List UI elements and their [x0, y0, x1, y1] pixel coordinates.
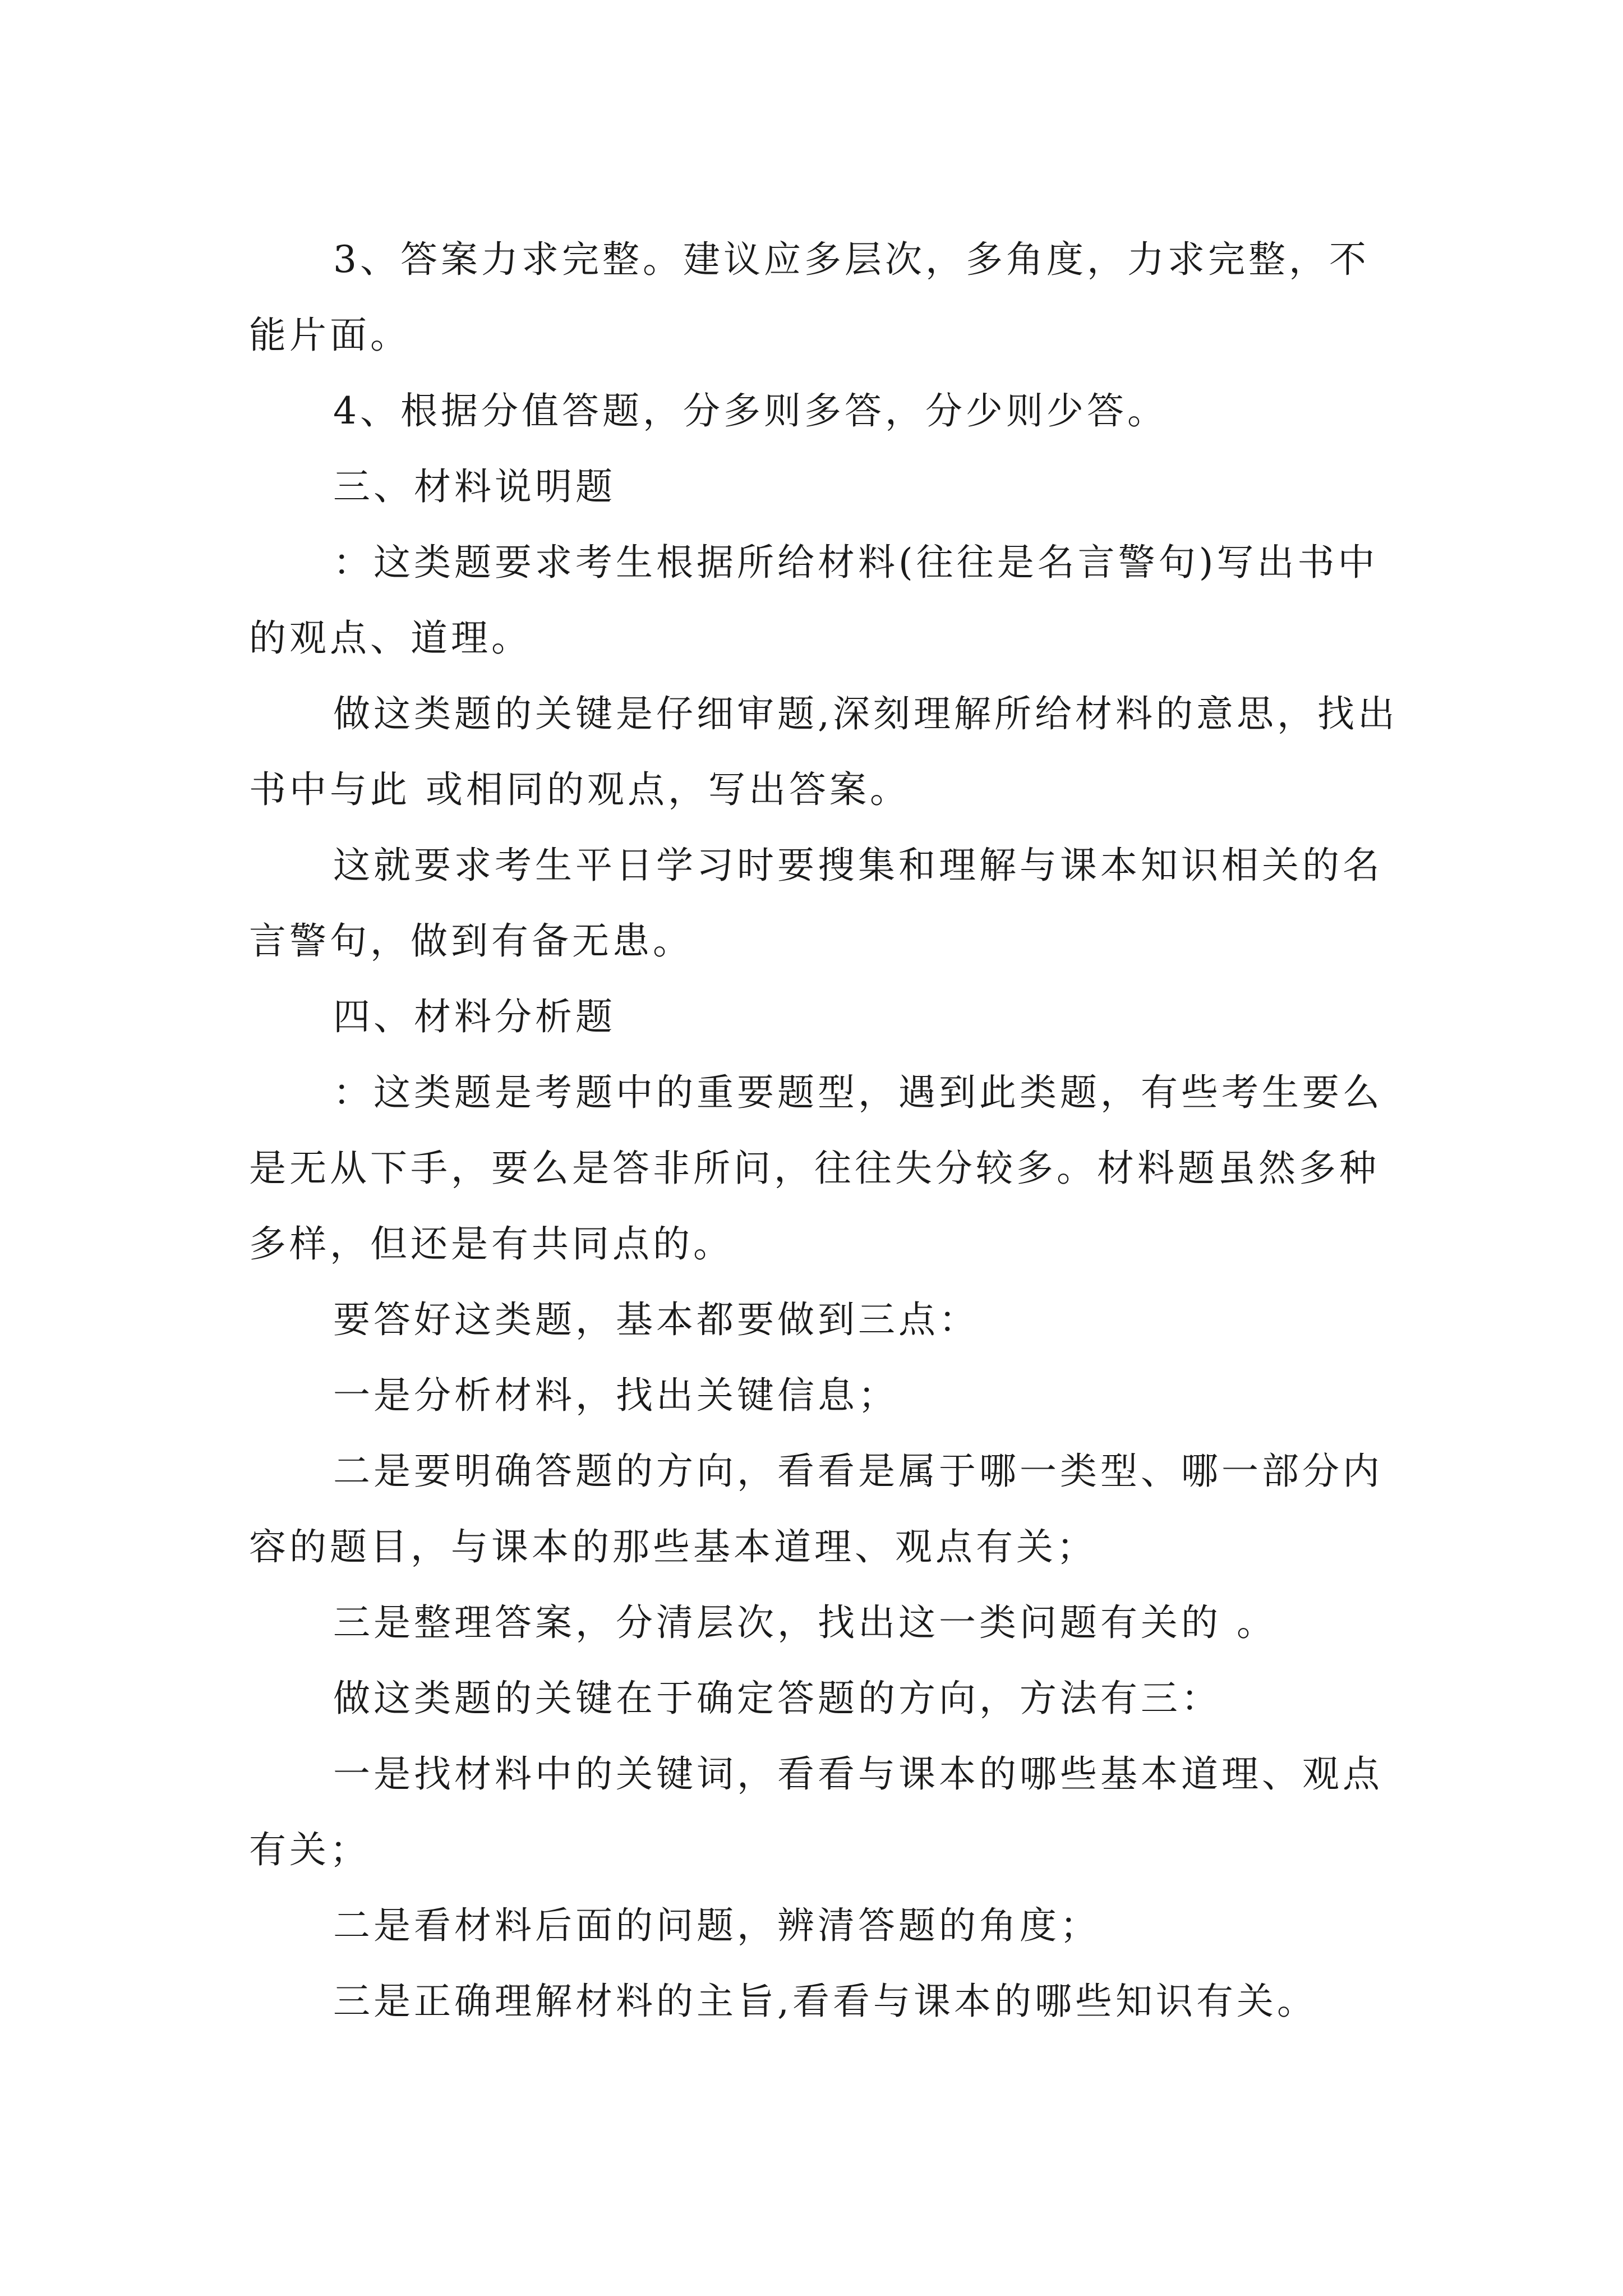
document-body: [249, 222, 1399, 2039]
paragraph-explanation-key: 做这类题的关键是仔细审题,深刻理解所给材料的意思，找出书中与此 或相同的观点，写出答案。: [249, 692, 1398, 811]
list-item-point-1: 一是分析材料，找出关键信息；: [333, 1374, 898, 1417]
paragraph-answer-complete: 3、答案力求完整。建议应多层次，多角度，力求完整，不能片面。: [249, 238, 1370, 357]
section-heading-material-explanation: 三、材料说明题: [333, 465, 616, 508]
list-item-method-3: 三是正确理解材料的主旨,看看与课本的哪些知识有关。: [333, 1980, 1317, 2023]
list-item-point-3: 三是整理答案，分清层次，找出这一类问题有关的 。: [333, 1601, 1277, 1644]
paragraph-three-methods: 做这类题的关键在于确定答题的方向，方法有三：: [333, 1677, 1221, 1720]
paragraph-score-based: 4、根据分值答题，分多则多答，分少则少答。: [333, 389, 1168, 432]
list-item-method-1: 一是找材料中的关键词，看看与课本的哪些基本道理、观点有关；: [249, 1752, 1383, 1871]
section-heading-material-analysis: 四、材料分析题: [333, 995, 616, 1038]
list-item-method-2: 二是看材料后面的问题，辨清答题的角度；: [333, 1904, 1100, 1947]
paragraph-explanation-study: 这就要求考生平日学习时要搜集和理解与课本知识相关的名言警句，做到有备无患。: [249, 844, 1383, 963]
paragraph-analysis-intro: ：这类题是考题中的重要题型，遇到此类题，有些考生要么是无从下手，要么是答非所问，往往失分较多。材料题虽然多种多样，但还是有共同点的。: [249, 1071, 1383, 1266]
paragraph-three-points: 要答好这类题，基本都要做到三点：: [333, 1298, 979, 1341]
list-item-point-2: 二是要明确答题的方向，看看是属于哪一类型、哪一部分内容的题目，与课本的那些基本道理、观点有关；: [249, 1450, 1383, 1568]
paragraph-explanation-intro: ：这类题要求考生根据所给材料(往往是名言警句)写出书中的观点、道理。: [249, 541, 1378, 660]
